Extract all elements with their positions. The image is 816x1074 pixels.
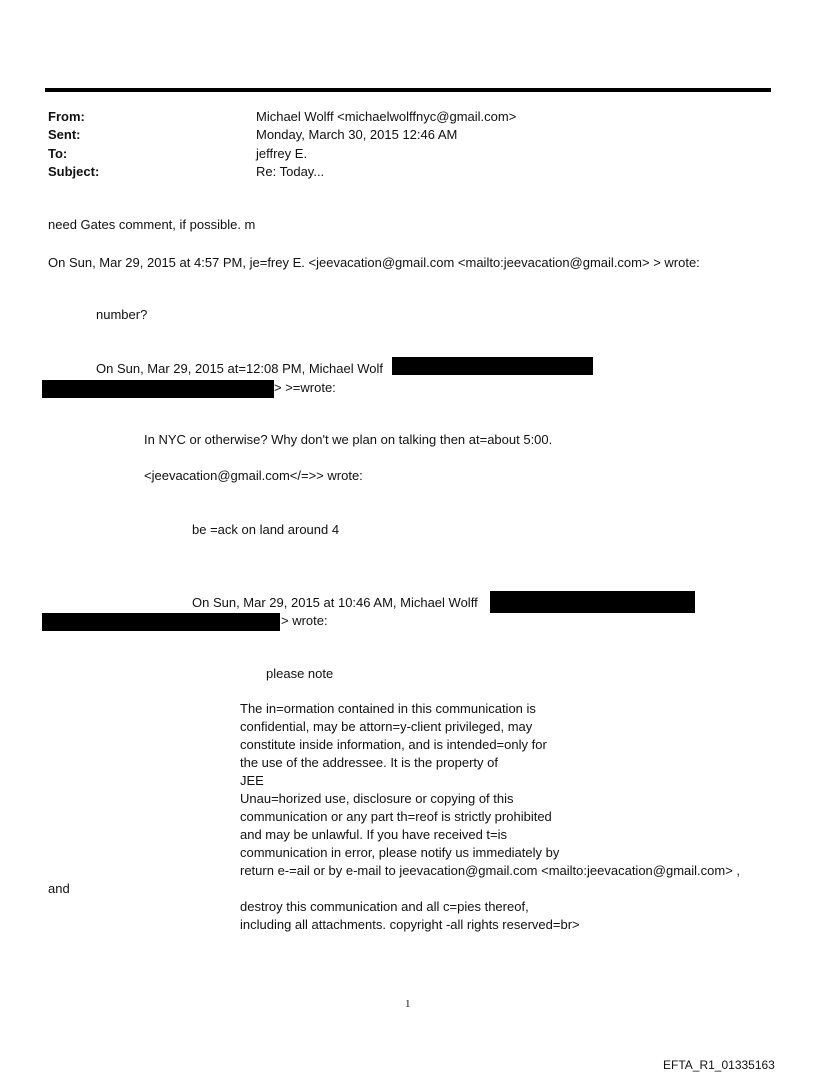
from-label: From:: [48, 109, 85, 124]
quote-number: number?: [96, 307, 148, 322]
quote-header-2: On Sun, Mar 29, 2015 at 10:46 AM, Michael Wolff: [192, 595, 478, 610]
page-number: 1: [405, 998, 411, 1010]
disclaimer-line: the use of the addressee. It is the property of: [240, 755, 498, 770]
disclaimer-line: confidential, may be attorn=y-client privileged, may: [240, 719, 533, 734]
quote-reply-4: please note: [266, 666, 334, 681]
disclaimer-line: including all attachments. copyright -all rights reserved=br>: [240, 917, 580, 932]
quote-reply-2: In NYC or otherwise? Why don't we plan on talking then at=about 5:00.: [144, 432, 553, 447]
redaction-box: [42, 613, 280, 631]
disclaimer-line: JEE: [240, 773, 264, 788]
to-value: jeffrey E.: [256, 146, 308, 161]
redaction-box: [392, 357, 593, 375]
disclaimer-line: destroy this communication and all c=pies thereof,: [240, 899, 529, 914]
body-line-1: need Gates comment, if possible. m: [48, 217, 256, 232]
quote-email-line: <jeevacation@gmail.com</=>> wrote:: [144, 468, 363, 483]
disclaimer-and: and: [48, 881, 70, 896]
quote-header-1-end: > >=wrote:: [274, 380, 336, 395]
body-line-2: On Sun, Mar 29, 2015 at 4:57 PM, je=frey E. <jeevacation@gmail.com <mailto:jeevacation@gmail.com> > wrote:: [48, 255, 700, 270]
quote-header-1: On Sun, Mar 29, 2015 at=12:08 PM, Michael Wolf: [96, 361, 383, 376]
disclaimer-line: and may be unlawful. If you have received t=is: [240, 827, 508, 842]
redaction-box: [42, 380, 274, 398]
quote-header-2-end: > wrote:: [281, 613, 328, 628]
disclaimer-line: return e-=ail or by e-mail to jeevacation@gmail.com <mailto:jeevacation@gmail.com> ,: [240, 863, 741, 878]
disclaimer-line: constitute inside information, and is intended=only for: [240, 737, 547, 752]
disclaimer-line: communication in error, please notify us immediately by: [240, 845, 560, 860]
sent-label: Sent:: [48, 127, 81, 142]
document-id: EFTA_R1_01335163: [663, 1058, 775, 1072]
to-label: To:: [48, 146, 68, 161]
header-rule: [45, 88, 771, 92]
redaction-box: [490, 591, 695, 613]
quote-reply-3: be =ack on land around 4: [192, 522, 340, 537]
disclaimer-line: communication or any part th=reof is strictly prohibited: [240, 809, 552, 824]
subject-value: Re: Today...: [256, 164, 325, 179]
from-value: Michael Wolff <michaelwolffnyc@gmail.com>: [256, 109, 517, 124]
disclaimer-line: The in=ormation contained in this communication is: [240, 701, 536, 716]
sent-value: Monday, March 30, 2015 12:46 AM: [256, 127, 458, 142]
disclaimer-line: Unau=horized use, disclosure or copying of this: [240, 791, 514, 806]
subject-label: Subject:: [48, 164, 100, 179]
